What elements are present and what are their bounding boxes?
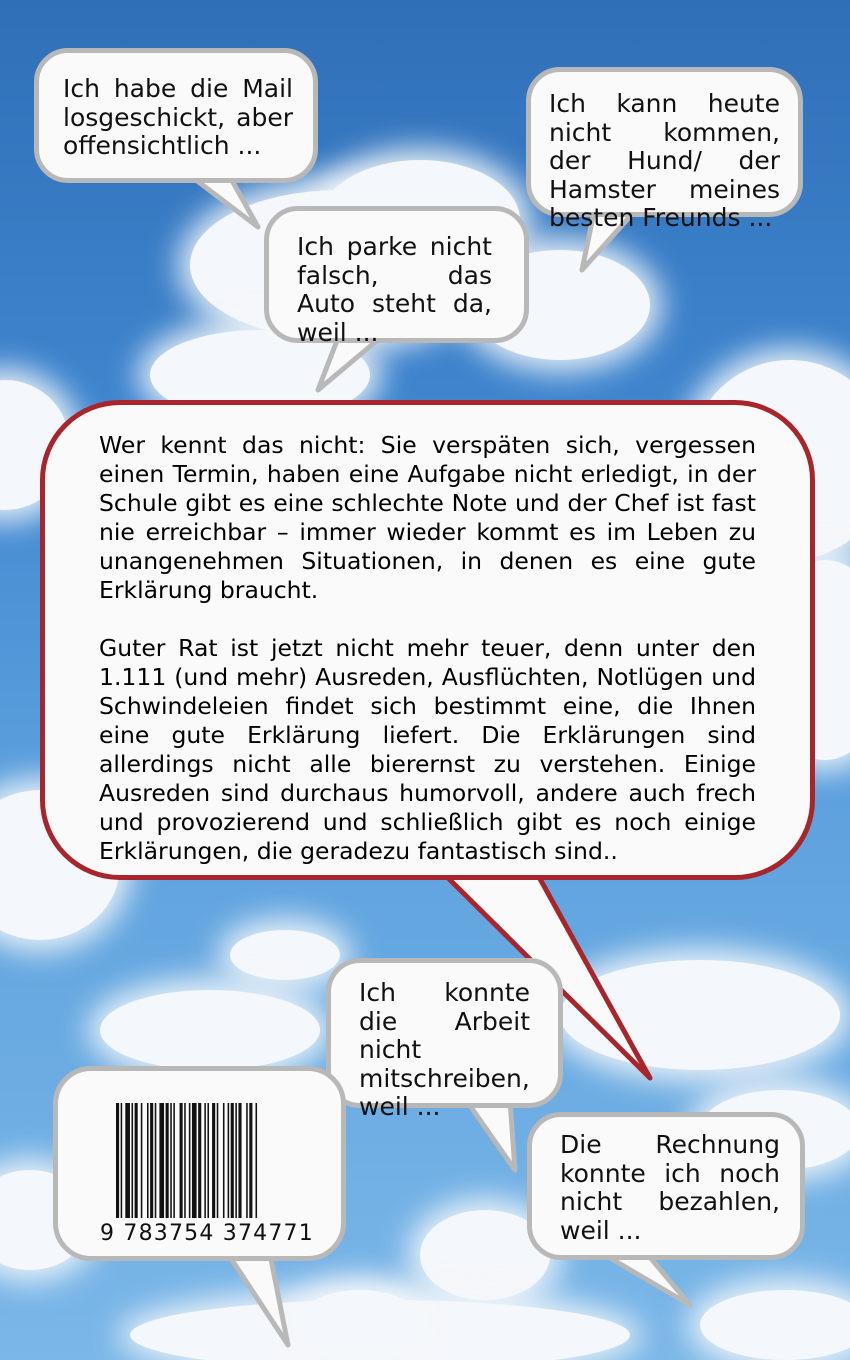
barcode-bar — [155, 1103, 157, 1218]
barcode-bar — [180, 1103, 183, 1218]
speech-bubble-parken — [264, 206, 529, 347]
barcode-bar — [231, 1103, 234, 1218]
speech-bubble-rechnung — [527, 1112, 805, 1260]
description-paragraph-1: Wer kennt das nicht: Sie verspäten sich, vergessen einen Termin, haben eine Aufgabe nicht erledigt, in der Schule gibt es eine schlechte Note und der Chef ist fast nie erreichbar – immer wieder kommt es im Leben zu unangenehmen Situationen, in denen es eine gute Erklärung braucht. — [99, 431, 756, 604]
barcode-bar — [135, 1103, 138, 1218]
barcode-bar — [184, 1103, 186, 1218]
barcode-bar — [170, 1103, 172, 1218]
bubble-text: Die Rechnung konnte ich noch nicht bezahlen, weil ... — [560, 1130, 780, 1245]
barcode-bar — [228, 1103, 230, 1218]
bubble-text: Ich habe die Mail losgeschickt, aber offensichtlich ... — [63, 74, 293, 160]
barcode-bar — [198, 1103, 201, 1218]
description-paragraph-2: Guter Rat ist jetzt nicht mehr teuer, denn unter den 1.111 (und mehr) Ausreden, Ausflüchten, Notlügen und Schwindeleien findet sich bestimmt eine, die Ihnen eine gute Erklärung liefert. Die Erklärungen sind allerdings nicht alle bierernst zu verstehen. Einige Ausreden sind durchaus humorvoll, andere auch frech und provozierend und schließlich gibt es noch einige Erklärungen, die geradezu fantastisch sind.. — [99, 634, 756, 865]
barcode-bar — [159, 1103, 164, 1218]
bubble-text: Ich kann heute nicht kommen, der Hund/ der Hamster meines besten Freunds ... — [549, 89, 780, 232]
barcode-bar — [235, 1103, 237, 1218]
barcode-bubble — [53, 1066, 346, 1261]
barcode-bar — [173, 1103, 175, 1218]
barcode-bar — [207, 1103, 209, 1218]
barcode-bar — [212, 1103, 215, 1218]
barcode-bar — [223, 1103, 225, 1218]
barcode-bar — [125, 1103, 130, 1218]
barcode-bar — [238, 1103, 241, 1218]
bubble-text: Ich konnte die Arbeit nicht mitschreiben, weil ... — [359, 978, 530, 1121]
barcode-bar — [121, 1103, 123, 1218]
barcode-bar — [204, 1103, 206, 1218]
barcode-bar — [246, 1103, 248, 1218]
bubble-text: Ich parke nicht falsch, das Auto steht da, weil ... — [297, 232, 492, 347]
barcode-bar — [116, 1103, 119, 1218]
speech-bubble-kommen — [526, 67, 803, 232]
barcode-bar — [192, 1103, 197, 1218]
barcode-bar — [256, 1103, 258, 1218]
barcode-bar — [217, 1103, 219, 1218]
barcode-bar — [132, 1103, 134, 1218]
barcode-bar — [189, 1103, 191, 1218]
barcode-bar — [141, 1103, 143, 1218]
isbn-number: 9 783754 374771 — [100, 1221, 314, 1246]
barcode-bar — [147, 1103, 149, 1218]
speech-bubble-mail — [34, 48, 318, 183]
barcode — [116, 1103, 298, 1218]
barcode-bar — [166, 1103, 169, 1218]
speech-bubble-arbeit — [326, 958, 563, 1121]
barcode-bar — [150, 1103, 153, 1218]
barcode-bar — [249, 1103, 252, 1218]
description-bubble — [40, 400, 815, 880]
